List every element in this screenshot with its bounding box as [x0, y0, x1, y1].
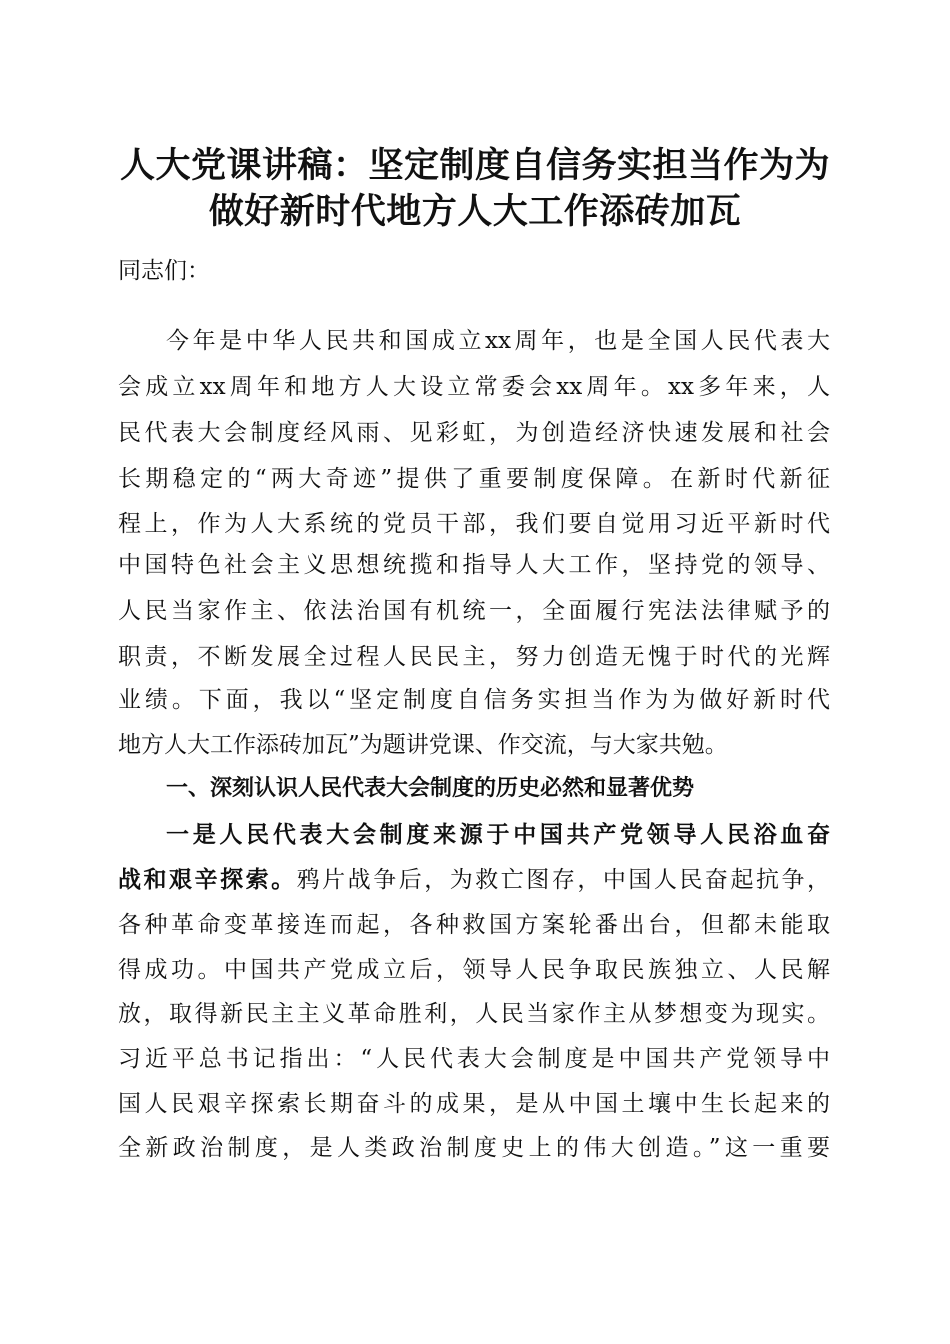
para2-line-4: 得成功。中国共产党成立后，领导人民争取民族独立、人民解	[118, 957, 830, 983]
intro-line-7: 人民当家作主、依法治国有机统一，全面履行宪法法律赋予的	[118, 598, 830, 624]
para2-line-2	[118, 865, 830, 895]
para2-line-2-rest: 鸦片战争后，为救亡图存，中国人民奋起抗争，	[296, 867, 831, 893]
intro-line-8: 职责，不断发展全过程人民民主，努力创造无愧于时代的光辉	[118, 644, 830, 670]
intro-line-6: 中国特色社会主义思想统揽和指导人大工作，坚持党的领导、	[118, 552, 830, 578]
para2-line-5: 放，取得新民主主义革命胜利，人民当家作主从梦想变为现实。	[118, 1001, 830, 1027]
para2-line-8: 全新政治制度，是人类政治制度史上的伟大创造。”这一重要	[118, 1135, 830, 1161]
title-line-1: 人大党课讲稿：坚定制度自信务实担当作为为	[119, 145, 830, 186]
section-1-heading: 一、深刻认识人民代表大会制度的历史必然和显著优势	[166, 776, 695, 801]
para2-line-6: 习近平总书记指出：“人民代表大会制度是中国共产党领导中	[118, 1046, 830, 1072]
intro-line-4: 长期稳定的“两大奇迹”提供了重要制度保障。在新时代新征	[118, 466, 830, 492]
intro-line-9: 业绩。下面，我以“坚定制度自信务实担当作为为做好新时代	[118, 687, 830, 713]
para2-line-7: 国人民艰辛探索长期奋斗的成果，是从中国土壤中生长起来的	[118, 1091, 830, 1117]
intro-line-1: 今年是中华人民共和国成立xx周年，也是全国人民代表大	[166, 328, 830, 354]
intro-line-5: 程上，作为人大系统的党员干部，我们要自觉用习近平新时代	[118, 511, 830, 537]
intro-line-3: 民代表大会制度经风雨、见彩虹，为创造经济快速发展和社会	[118, 420, 830, 446]
intro-line-10: 地方人大工作添砖加瓦”为题讲党课、作交流，与大家共勉。	[118, 732, 728, 758]
greeting: 同志们：	[118, 258, 210, 284]
intro-line-2: 会成立xx周年和地方人大设立常委会xx周年。xx多年来，人	[118, 374, 830, 400]
para2-line-1: 一是人民代表大会制度来源于中国共产党领导人民浴血奋	[166, 821, 830, 848]
para2-line-3: 各种革命变革接连而起，各种救国方案轮番出台，但都未能取	[118, 912, 830, 938]
title-line-2: 做好新时代地方人大工作添砖加瓦	[208, 191, 742, 232]
para2-lead-bold: 战和艰辛探索。	[118, 866, 297, 893]
